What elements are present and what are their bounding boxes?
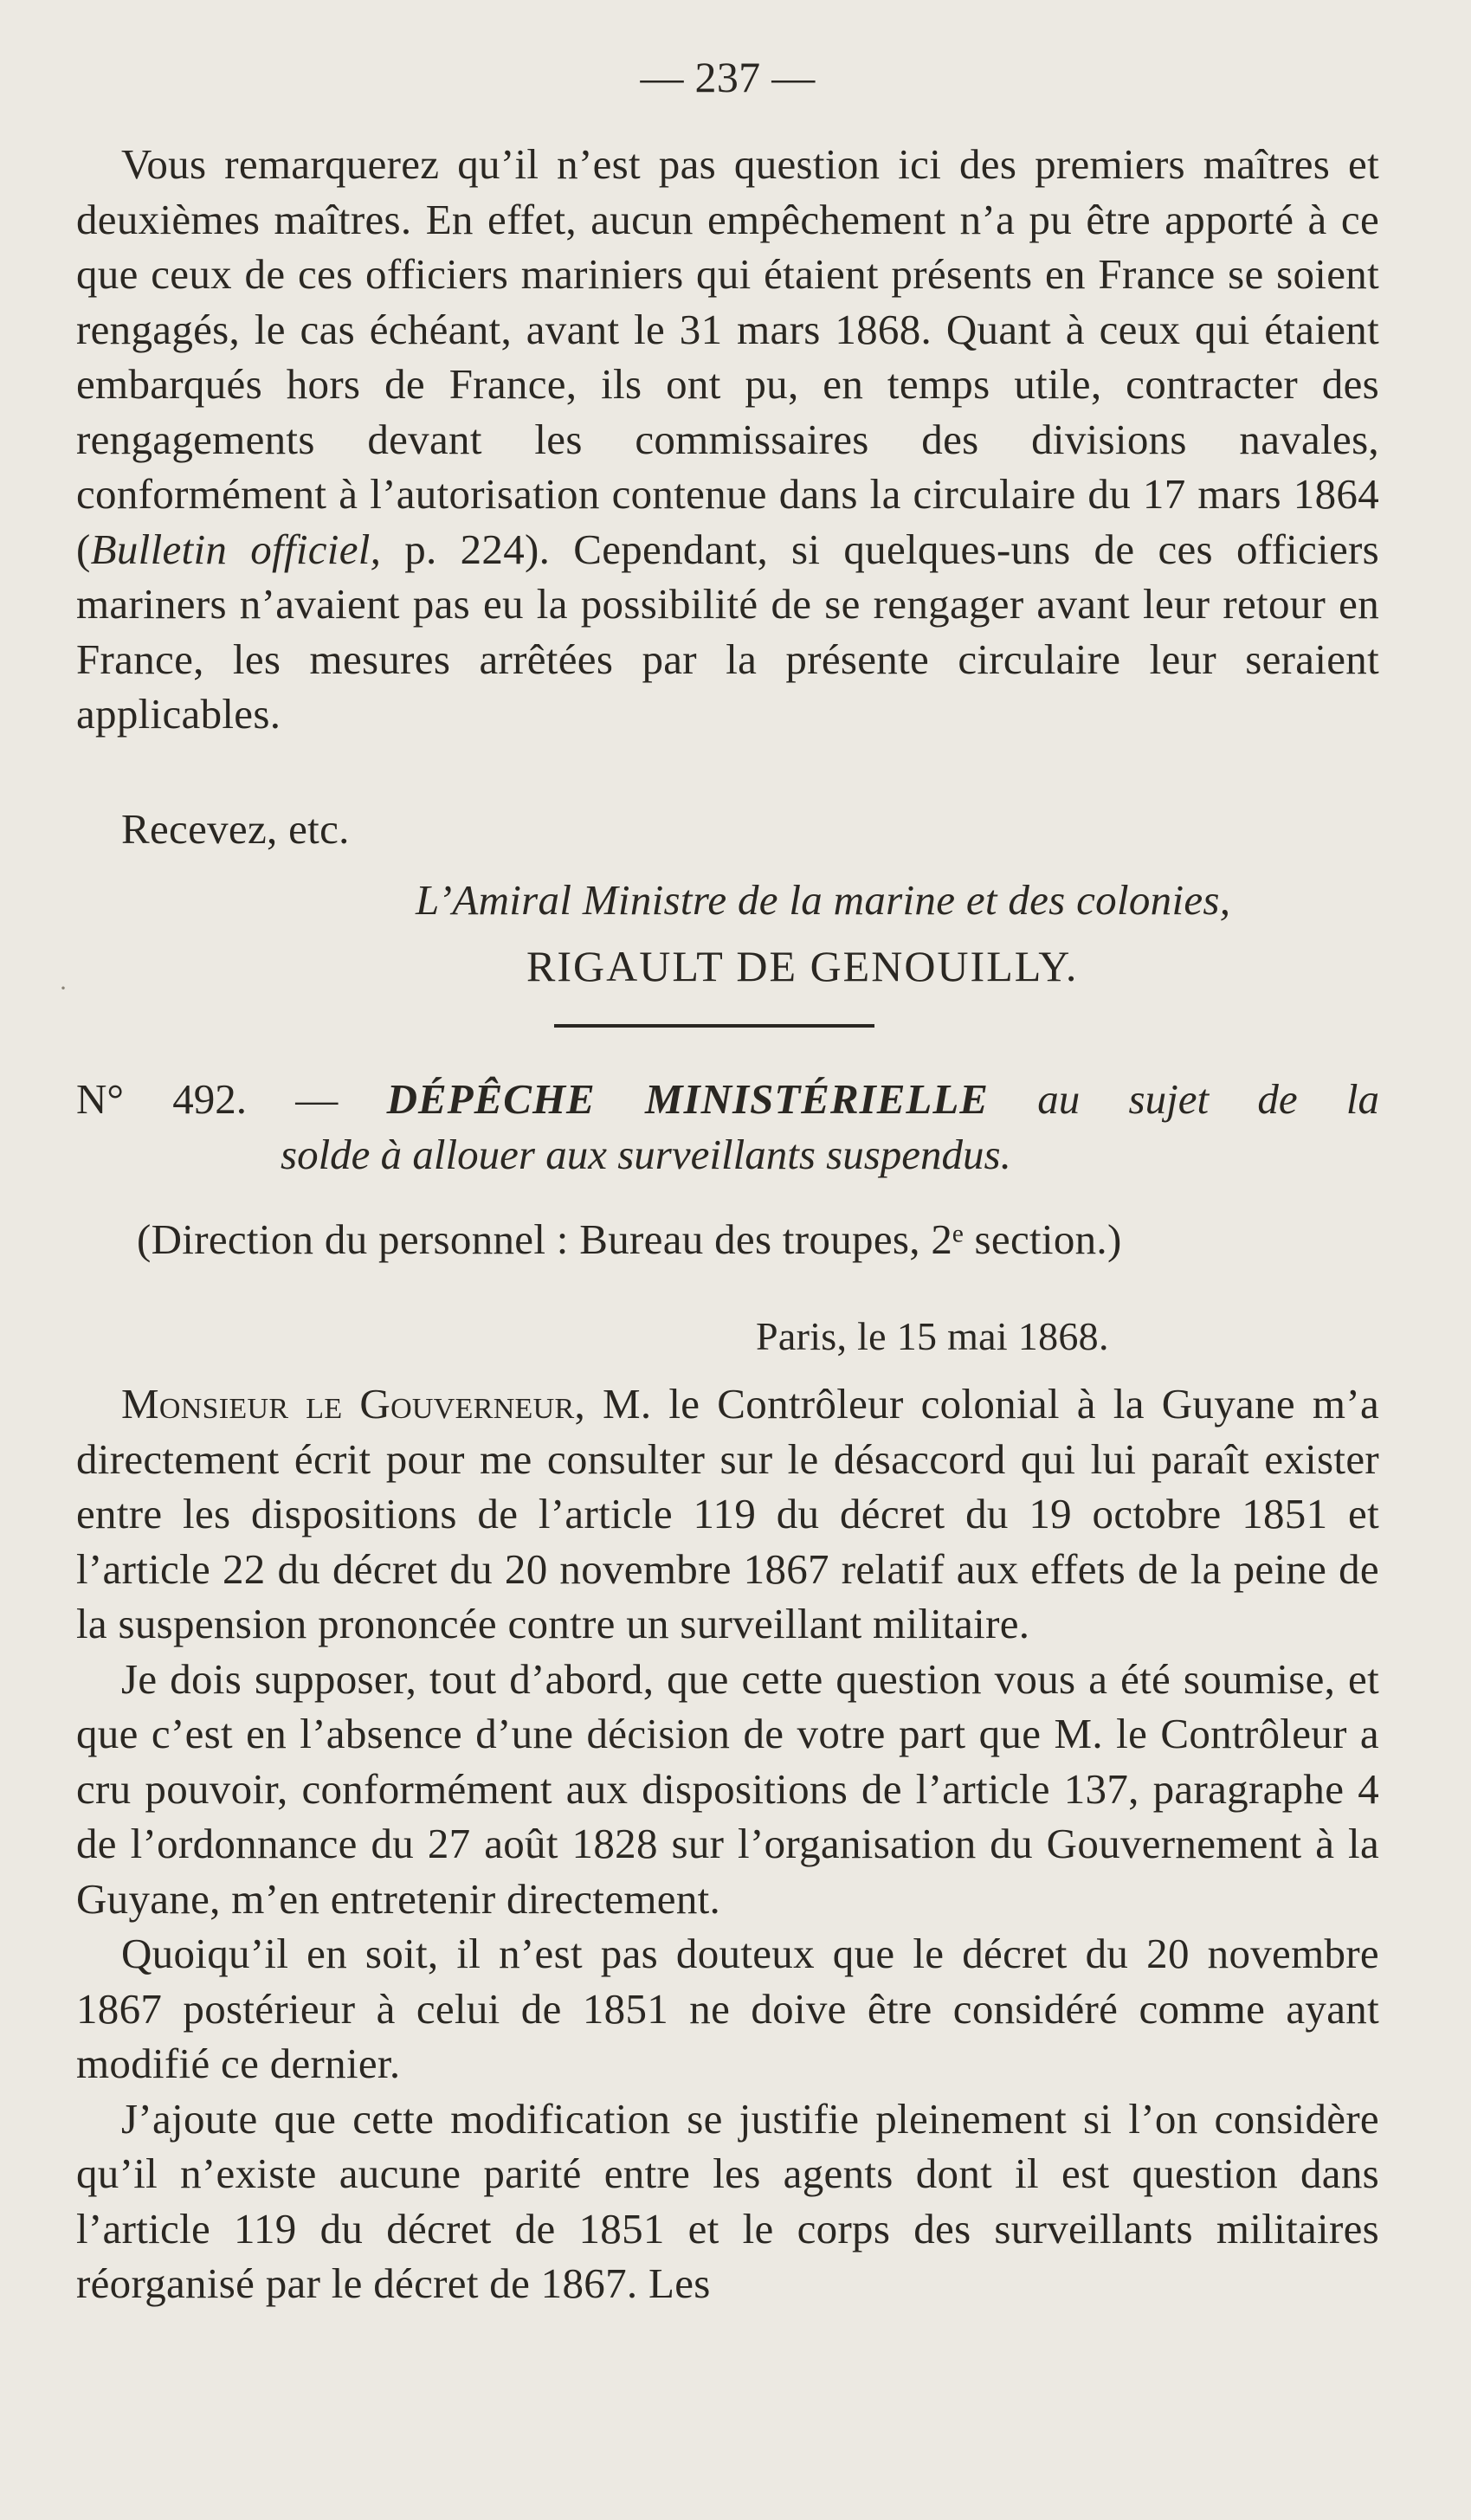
intro-text-part-1: Vous remarquerez qu’il n’est pas question ici des premiers maîtres et deuxièmes maîtres. En effet, aucun empêchement n’a pu être apporté à ce que ceux de ces officiers mariniers qui étaient présents en France se soient rengagés, le cas échéant, avant le 31 mars 1868. Quant à ceux qui étaient embarqués hors de France, ils ont pu, en temps utile, contracter des rengagements devant les commissaires des divisions navales, conformément à l’autorisation contenue dans la circulaire du 17 mars 1864 ( [76,140,1379,573]
salutation: Monsieur le Gouverneur, [121,1380,585,1428]
dispatch-subtitle: solde à allouer aux surveillants suspendus. [281,1130,1011,1178]
body-paragraph-3: Quoiqu’il en soit, il n’est pas douteux que le décret du 20 novembre 1867 postérieur à celui de 1851 ne doive être considéré comme ayant modifié ce dernier. [76,1930,1379,2087]
dispatch-number: N° 492. — [76,1075,339,1123]
intro-paragraph [76,137,1379,742]
bulletin-reference: Bulletin officiel, [90,525,382,573]
page-number: — 237 — [640,53,816,101]
dispatch-direction: (Direction du personnel : Bureau des troupes, 2ᵉ section.) [137,1215,1122,1263]
intro-text-part-2: p. 224). Cependant, si quelques-uns de ces officiers mariners n’avaient pas eu la possibilité de se rengager avant leur retour en France, les mesures arrêtées par la présente circulaire leur seraient applicables. [76,525,1379,738]
closing-line: Recevez, etc. [121,805,350,853]
body-paragraph-2: Je dois supposer, tout d’abord, que cette question vous a été soumise, et que c’est en l’absence d’une décision de votre part que M. le Contrôleur a cru pouvoir, conformément aux dispositions de l’article 137, paragraphe 4 de l’ordonnance du 27 août 1828 sur l’organisation du Gouvernement à la Guyane, m’en entretenir directement. [76,1654,1379,1923]
dispatch-heading [76,1072,1379,1182]
paper-speck: · [59,974,68,1002]
dispatch-body [76,1376,1379,2311]
dispatch-date: Paris, le 15 mai 1868. [756,1314,1109,1358]
signature-title: L’Amiral Ministre de la marine et des colonies, [416,876,1231,924]
dispatch-title-rest: au sujet de la [988,1075,1379,1123]
body-paragraph-4: J’ajoute que cette modification se justifie pleinement si l’on considère qu’il n’existe aucune parité entre les agents dont il est question dans l’article 119 du décret de 1851 et le corps des surveillants militaires réorganisé par le décret de 1867. Les [76,2094,1379,2307]
body-paragraph-1: Monsieur le Gouverneur, M. le Contrôleur colonial à la Guyane m’a directement écrit pour me consulter sur le désaccord qui lui paraît exister entre les dispositions de l’article 119 du décret du 19 octobre 1851 et l’article 22 du décret du 20 novembre 1867 relatif aux effets de la peine de la suspension prononcée contre un surveillant militaire. [76,1380,1379,1647]
dispatch-title: DÉPÊCHE MINISTÉRIELLE [386,1075,989,1123]
signature-name: RIGAULT DE GENOUILLY. [526,942,1079,990]
section-divider [554,1024,874,1028]
